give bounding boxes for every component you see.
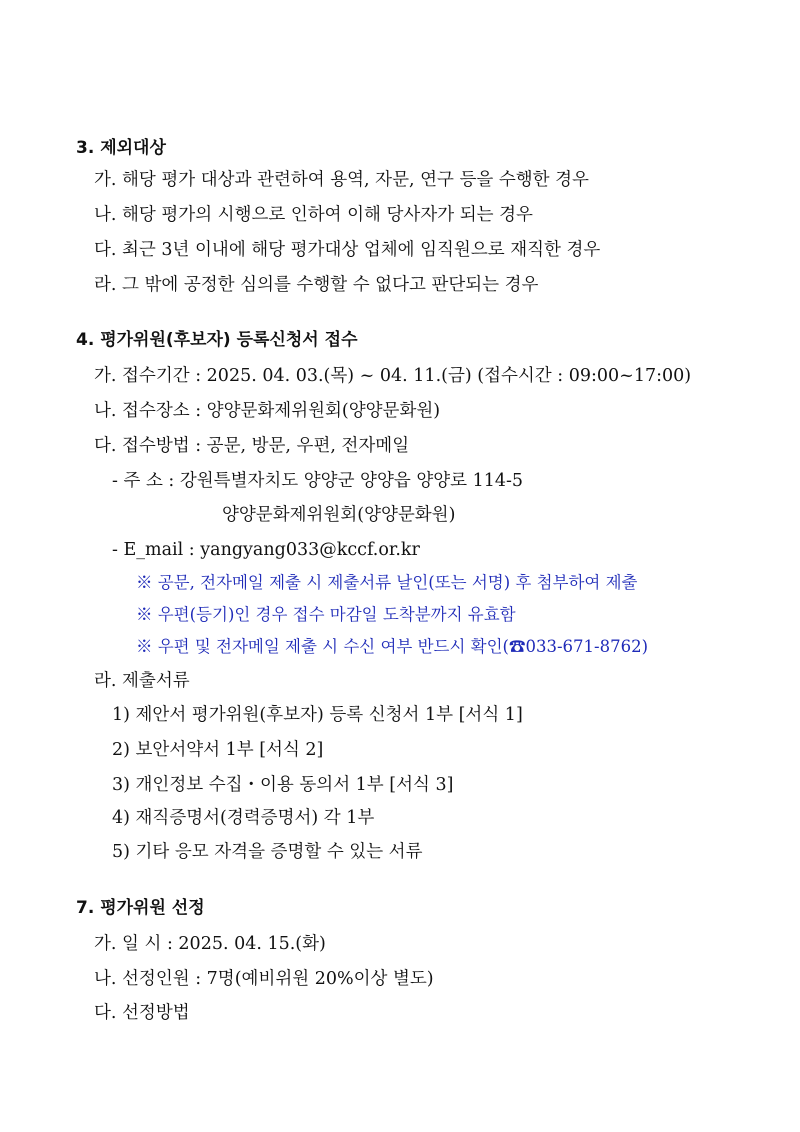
address-line: 양양문화제위원회(양양문화원)	[222, 505, 456, 525]
email-line: - E_mail : yangyang033@kccf.or.kr	[112, 540, 420, 560]
reception-method: 다. 접수방법 : 공문, 방문, 우편, 전자메일	[94, 436, 410, 456]
section-3-heading: 3. 제외대상	[76, 138, 166, 158]
address-line: - 주 소 : 강원특별자치도 양양군 양양읍 양양로 114-5	[112, 471, 524, 491]
reception-period: 가. 접수기간 : 2025. 04. 03.(목) ~ 04. 11.(금) (접수시간 : 09:00~17:00)	[94, 366, 692, 386]
note-line: ※ 우편 및 전자메일 제출 시 수신 여부 반드시 확인(☎033-671-8762)	[136, 637, 649, 656]
note-line: ※ 우편(등기)인 경우 접수 마감일 도착분까지 유효함	[136, 605, 516, 624]
doc-item: 3) 개인정보 수집・이용 동의서 1부 [서식 3]	[112, 775, 454, 795]
section-7-item: 다. 선정방법	[94, 1003, 190, 1023]
section-4-heading: 4. 평가위원(후보자) 등록신청서 접수	[76, 330, 358, 350]
section-3-item: 가. 해당 평가 대상과 관련하여 용역, 자문, 연구 등을 수행한 경우	[94, 170, 589, 190]
section-3-item: 다. 최근 3년 이내에 해당 평가대상 업체에 임직원으로 재직한 경우	[94, 240, 601, 260]
doc-item: 2) 보안서약서 1부 [서식 2]	[112, 740, 324, 760]
docs-heading: 라. 제출서류	[94, 671, 190, 691]
section-7-item: 가. 일 시 : 2025. 04. 15.(화)	[94, 934, 326, 954]
section-7-heading: 7. 평가위원 선정	[76, 898, 205, 918]
section-7-item: 나. 선정인원 : 7명(예비위원 20%이상 별도)	[94, 969, 434, 989]
doc-item: 4) 재직증명서(경력증명서) 각 1부	[112, 808, 375, 828]
note-line: ※ 공문, 전자메일 제출 시 제출서류 날인(또는 서명) 후 첨부하여 제출	[136, 573, 638, 592]
doc-item: 1) 제안서 평가위원(후보자) 등록 신청서 1부 [서식 1]	[112, 705, 523, 725]
doc-item: 5) 기타 응모 자격을 증명할 수 있는 서류	[112, 842, 423, 862]
section-3-item: 라. 그 밖에 공정한 심의를 수행할 수 없다고 판단되는 경우	[94, 275, 539, 295]
section-3-item: 나. 해당 평가의 시행으로 인하여 이해 당사자가 되는 경우	[94, 205, 533, 225]
reception-place: 나. 접수장소 : 양양문화제위원회(양양문화원)	[94, 401, 441, 421]
